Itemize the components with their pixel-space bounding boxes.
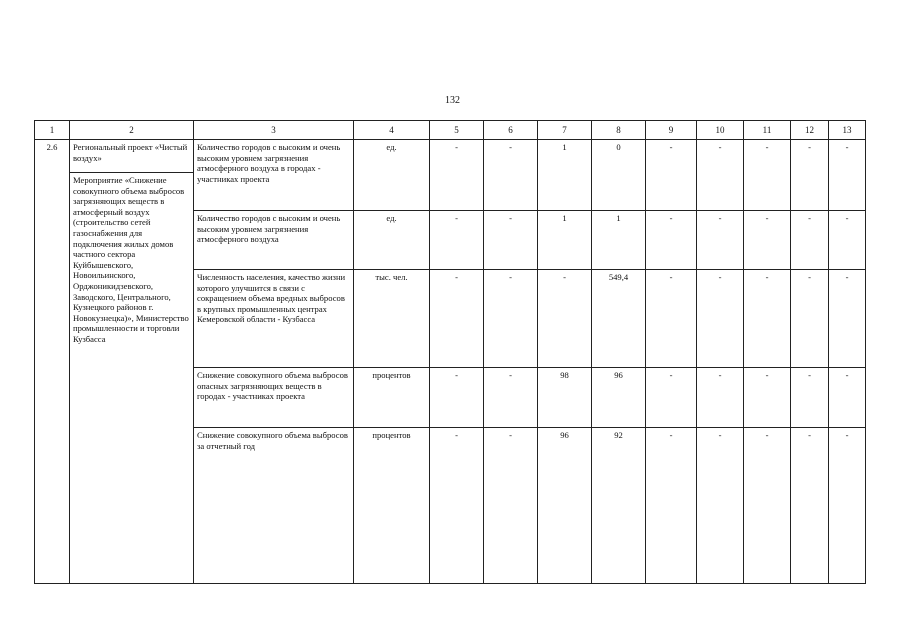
indicator-name: Количество городов с высоким и очень высоким уровнем загрязнения атмосферного воздуха [194,211,354,270]
value-cell: - [829,270,866,368]
value-cell: - [430,211,484,270]
indicator-unit: ед. [354,211,430,270]
project-name: Региональный проект «Чистый воздух» [70,140,194,173]
table-row [35,140,866,173]
value-cell: - [829,428,866,584]
value-cell: - [646,368,697,428]
value-cell: - [829,140,866,211]
header-cell: 8 [592,121,646,140]
value-cell: - [829,211,866,270]
value-cell: - [484,140,538,211]
value-cell: - [430,270,484,368]
indicator-unit: ед. [354,140,430,211]
value-cell: - [484,211,538,270]
header-cell: 12 [791,121,829,140]
indicator-name: Количество городов с высоким и очень высоким уровнем загрязнения атмосферного воздуха в городах - участниках проекта [194,140,354,211]
value-cell: 0 [592,140,646,211]
value-cell: - [646,140,697,211]
value-cell: - [646,211,697,270]
header-cell: 10 [697,121,744,140]
value-cell: 1 [592,211,646,270]
value-cell: - [791,140,829,211]
value-cell: 98 [538,368,592,428]
value-cell: - [697,140,744,211]
value-cell: - [744,211,791,270]
header-cell: 5 [430,121,484,140]
value-cell: 92 [592,428,646,584]
value-cell: - [697,428,744,584]
indicator-unit: тыс. чел. [354,270,430,368]
measure-description: Мероприятие «Снижение совокупного объема выбросов загрязняющих веществ в атмосферный воздух (строительство сетей газоснабжения для подключения жилых домов частного сектора Куйбышевского, Новоильинского, Орджоникидзевского, Заводского, Центрального, Кузнецкого районов г. Новокузнецка)», Министерство промышленности и торговли Кузбасса [70,173,194,584]
value-cell: - [744,140,791,211]
indicator-unit: процентов [354,368,430,428]
value-cell: 96 [538,428,592,584]
header-cell: 4 [354,121,430,140]
header-row [35,121,866,140]
value-cell: - [484,368,538,428]
value-cell: - [744,270,791,368]
value-cell: - [697,211,744,270]
header-cell: 13 [829,121,866,140]
value-cell: - [430,368,484,428]
value-cell: - [791,368,829,428]
indicators-table [34,120,866,584]
indicator-unit: процентов [354,428,430,584]
value-cell: - [829,368,866,428]
value-cell: - [697,368,744,428]
value-cell: - [646,428,697,584]
value-cell: - [791,211,829,270]
indicator-name: Снижение совокупного объема выбросов за отчетный год [194,428,354,584]
header-cell: 3 [194,121,354,140]
value-cell: - [484,428,538,584]
value-cell: 549,4 [592,270,646,368]
value-cell: 96 [592,368,646,428]
value-cell: - [744,368,791,428]
value-cell: - [744,428,791,584]
header-cell: 11 [744,121,791,140]
value-cell: - [430,428,484,584]
value-cell: 1 [538,211,592,270]
value-cell: - [484,270,538,368]
header-cell: 7 [538,121,592,140]
value-cell: - [791,428,829,584]
value-cell: - [697,270,744,368]
header-cell: 6 [484,121,538,140]
page-number: 132 [445,95,460,106]
row-number: 2.6 [35,140,70,584]
value-cell: 1 [538,140,592,211]
header-cell: 2 [70,121,194,140]
header-cell: 9 [646,121,697,140]
value-cell: - [430,140,484,211]
indicator-name: Численность населения, качество жизни которого улучшится в связи с сокращением объема вредных выбросов в крупных промышленных центрах Кемеровской области - Кузбасса [194,270,354,368]
value-cell: - [791,270,829,368]
value-cell: - [646,270,697,368]
header-cell: 1 [35,121,70,140]
indicator-name: Снижение совокупного объема выбросов опасных загрязняющих веществ в городах - участниках проекта [194,368,354,428]
value-cell: - [538,270,592,368]
